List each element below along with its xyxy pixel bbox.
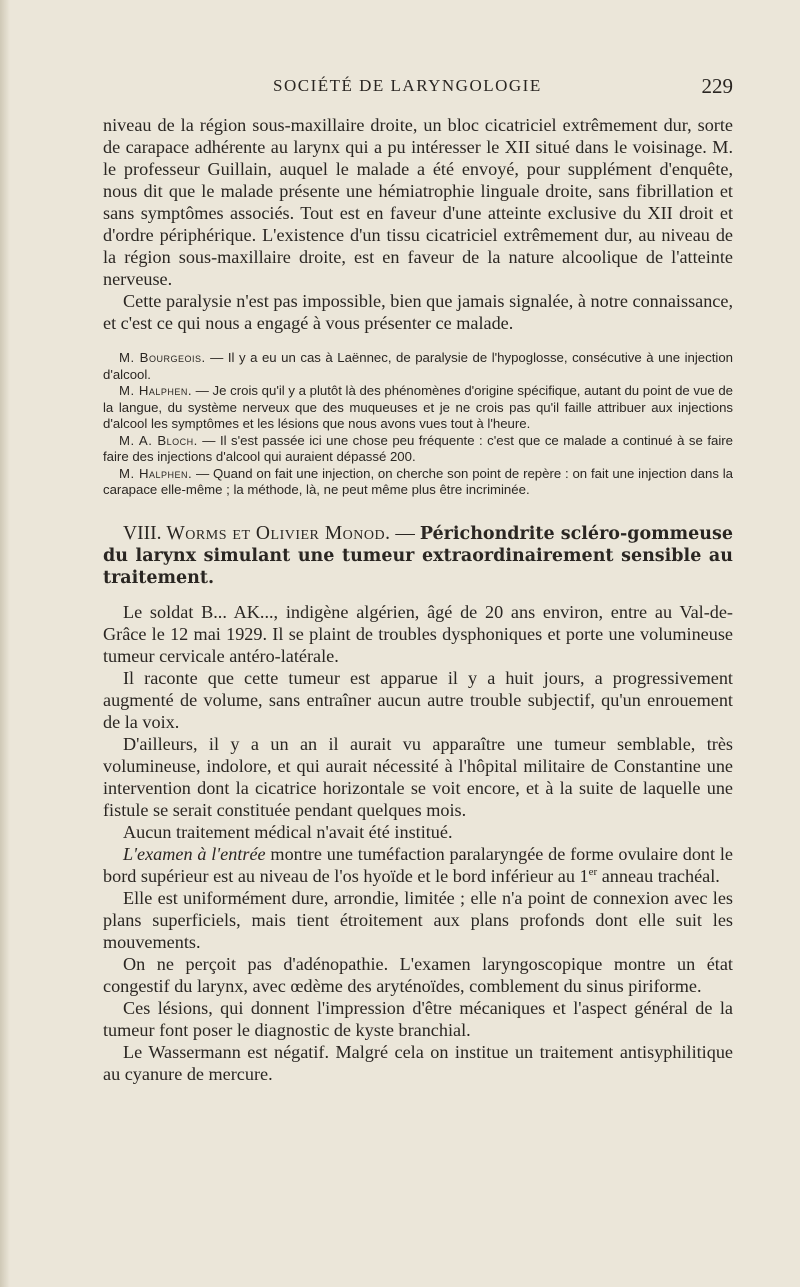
section-heading: VIII. Worms et Olivier Monod. — Périchondrite scléro-gommeuse du larynx simulant une tumeur extraordinairement sensible au traitement. xyxy=(103,522,734,588)
discussion-text: Je crois qu'il y a plutôt là des phénomènes d'origine spécifique, autant du point de vue de la langue, du système nerveux que des muqueuses et je ne crois pas qu'il faille attribuer aux injections d'alcool les symptômes et les lésions que nous avons vues tout à l'heure. xyxy=(103,383,733,431)
speaker-name: M. Halphen. xyxy=(119,383,193,398)
exam-text-end: anneau trachéal. xyxy=(597,865,720,886)
case-paragraph: Le Wassermann est négatif. Malgré cela on institue un traitement antisyphilitique au cyanure de mercure. xyxy=(103,1041,733,1084)
exam-text: montre une tuméfaction paralaryngée de forme ovulaire dont le bord supérieur est au niveau de l'os hyoïde et le bord inférieur au xyxy=(103,843,733,886)
ordinal-number: 1 xyxy=(579,865,589,886)
case-paragraph: Elle est uniformément dure, arrondie, limitée ; elle n'a point de connexion avec les plans superficiels, mais tient étroitement aux plans profonds dont elle suit les mouvements. xyxy=(103,887,733,952)
discussion xyxy=(103,350,733,499)
exam-lead: L'examen à l'entrée xyxy=(123,843,266,864)
speaker-name: M. Halphen. xyxy=(119,465,193,481)
section-number: VIII. xyxy=(123,522,162,544)
conclusion-paragraph: Cette paralysie n'est pas impossible, bien que jamais signalée, à notre connaissance, et c'est ce qui nous a engagé à vous présenter ce malade. xyxy=(103,291,733,333)
discussion-entry: M. Bourgeois. — Il y a eu un cas à Laënnec, de paralysie de l'hypoglosse, consécutive à une injection d'alcool. xyxy=(103,350,733,382)
discussion-entry: M. Halphen. — Je crois qu'il y a plutôt là des phénomènes d'origine spécifique, autant du point de vue de la langue, du système nerveux que des muqueuses et je ne crois pas qu'il faille attribuer aux injections d'alcool les symptômes et les lésions que nous avons vues tout à l'heure. xyxy=(103,383,733,431)
ordinal-suffix: er xyxy=(588,865,598,878)
case-paragraph: Il raconte que cette tumeur est apparue il y a huit jours, a progressivement augmenté de volume, sans entraîner aucun autre trouble subjectif, qu'un enrouement de la voix. xyxy=(103,667,733,732)
section-title: Périchondrite scléro-gommeuse du larynx simulant une tumeur extraordinairement sensible au traitement. xyxy=(103,523,734,588)
case-report xyxy=(103,601,733,1085)
case-paragraph: Le soldat B... AK..., indigène algérien, âgé de 20 ans environ, entre au Val-de-Grâce le 12 mai 1929. Il se plaint de troubles dysphoniques et porte une volumineuse tumeur cervicale antéro-latérale. xyxy=(103,601,733,666)
section-authors: Worms et Olivier Monod. xyxy=(166,522,391,544)
running-header xyxy=(103,74,733,98)
discussion-text: Il y a eu un cas à Laënnec, de paralysie de l'hypoglosse, consécutive à une injection d'alcool. xyxy=(103,350,733,382)
speaker-name: M. Bourgeois. xyxy=(119,350,206,365)
running-title: SOCIÉTÉ DE LARYNGOLOGIE xyxy=(273,76,542,95)
case-paragraph: Aucun traitement médical n'avait été institué. xyxy=(123,821,453,842)
case-paragraph: On ne perçoit pas d'adénopathie. L'examen laryngoscopique montre un état congestif du larynx, avec œdème des aryténoïdes, comblement du sinus piriforme. xyxy=(103,953,733,996)
page-number: 229 xyxy=(701,74,733,98)
case-paragraph: Ces lésions, qui donnent l'impression d'être mécaniques et l'aspect général de la tumeur font poser le diagnostic de kyste branchial. xyxy=(103,997,733,1040)
discussion-text: Quand on fait une injection, on cherche son point de repère : on fait une injection dans la carapace elle-même ; la méthode, là, ne peut même plus être incriminée. xyxy=(103,465,734,497)
page-edge xyxy=(0,0,10,1287)
discussion-entry: M. Halphen. — Quand on fait une injection, on cherche son point de repère : on fait une injection dans la carapace elle-même ; la méthode, là, ne peut même plus être incriminée. xyxy=(103,465,734,497)
body-text xyxy=(103,114,733,1085)
case-paragraph: D'ailleurs, il y a un an il aurait vu apparaître une tumeur semblable, très volumineuse, indolore, et qui aurait nécessité à l'hôpital militaire de Constantine une intervention dont la cicatrice horizontale se voit encore, et à la suite de laquelle une fistule se serait constituée pendant quelques mois. xyxy=(103,733,733,820)
discussion-entry: M. A. Bloch. — Il s'est passée ici une chose peu fréquente : c'est que ce malade a continué à se faire faire des injections d'alcool qui auraient dépassé 200. xyxy=(103,432,733,464)
speaker-name: M. A. Bloch. xyxy=(119,432,198,448)
discussion-text: Il s'est passée ici une chose peu fréquente : c'est que ce malade a continué à se faire faire des injections d'alcool qui auraient dépassé 200. xyxy=(103,432,733,464)
exam-paragraph xyxy=(103,843,733,887)
continued-paragraph: niveau de la région sous-maxillaire droite, un bloc cicatriciel extrêmement dur, sorte de carapace adhérente au larynx qui a pu intéresser le XII situé dans le voisinage. M. le professeur Guillain, auquel le malade a été envoyé, pour supplément d'enquête, nous dit que le malade présente une hémiatrophie linguale droite, sans fibrillation et sans symptômes associés. Tout est en faveur d'une atteinte exclusive du XII droit et d'ordre périphérique. L'existence d'un tissu cicatriciel extrêmement dur, au niveau de la région sous-maxillaire droite, est en faveur de la nature alcoolique de l'atteinte nerveuse. xyxy=(103,115,733,289)
